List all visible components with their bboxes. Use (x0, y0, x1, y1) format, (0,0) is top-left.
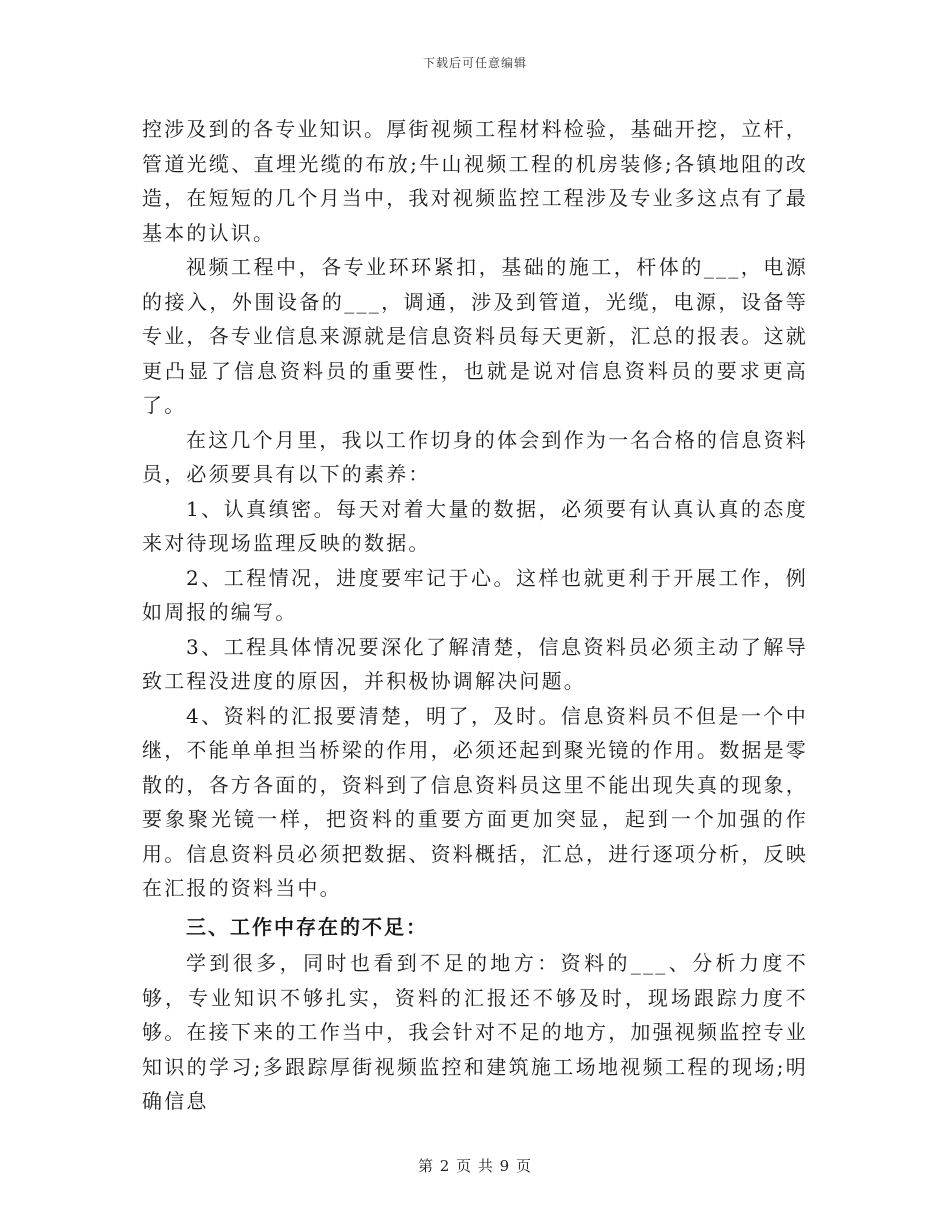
section-heading-shortcomings: 三、工作中存在的不足： (186, 914, 428, 939)
paragraph-continuation: 控涉及到的各专业知识。厚街视频工程材料检验，基础开挖，立杆，管道光缆、直埋光缆的布放;牛山视频工程的机房装修;各镇地阻的改造，在短短的几个月当中，我对视频监控工程涉及专业多这点有了最基本的认识。 (142, 117, 808, 245)
list-item-progress: 2、工程情况，进度要牢记于心。这样也就更利于开展工作，例如周报的编写。 (142, 565, 808, 624)
list-item-details: 3、工程具体情况要深化了解清楚，信息资料员必须主动了解导致工程没进度的原因，并积极协调解决问题。 (142, 634, 808, 693)
paragraph-shortcomings: 学到很多，同时也看到不足的地方：资料的___、分析力度不够，专业知识不够扎实，资料的汇报还不够及时，现场跟踪力度不够。在接下来的工作当中，我会针对不足的地方，加强视频监控专业知识的学习;多跟踪厚街视频监控和建筑施工场地视频工程的现场;明确信息 (142, 951, 808, 1113)
paragraph-qualities-intro: 在这几个月里，我以工作切身的体会到作为一名合格的信息资料员，必须要具有以下的素养： (142, 427, 808, 486)
document-body (142, 112, 808, 1119)
list-item-reporting: 4、资料的汇报要清楚，明了，及时。信息资料员不但是一个中继，不能单单担当桥梁的作用，必须还起到聚光镜的作用。数据是零散的，各方各面的，资料到了信息资料员这里不能出现失真的现象，要象聚光镜一样，把资料的重要方面更加突显，起到一个加强的作用。信息资料员必须把数据、资料概括，汇总，进行逐项分析，反映在汇报的资料当中。 (142, 703, 808, 900)
page-number: 第 2 页 共 9 页 (418, 1157, 532, 1175)
page-header: 下载后可任意编辑 (422, 56, 527, 70)
list-item-careful: 1、认真缜密。每天对着大量的数据，必须要有认真认真的态度来对待现场监理反映的数据。 (142, 496, 808, 555)
paragraph-video-engineering: 视频工程中，各专业环环紧扣，基础的施工，杆体的___，电源的接入，外围设备的___，调通，涉及到管道，光缆，电源，设备等专业，各专业信息来源就是信息资料员每天更新，汇总的报表。这就更凸显了信息资料员的重要性，也就是说对信息资料员的要求更高了。 (142, 255, 808, 417)
